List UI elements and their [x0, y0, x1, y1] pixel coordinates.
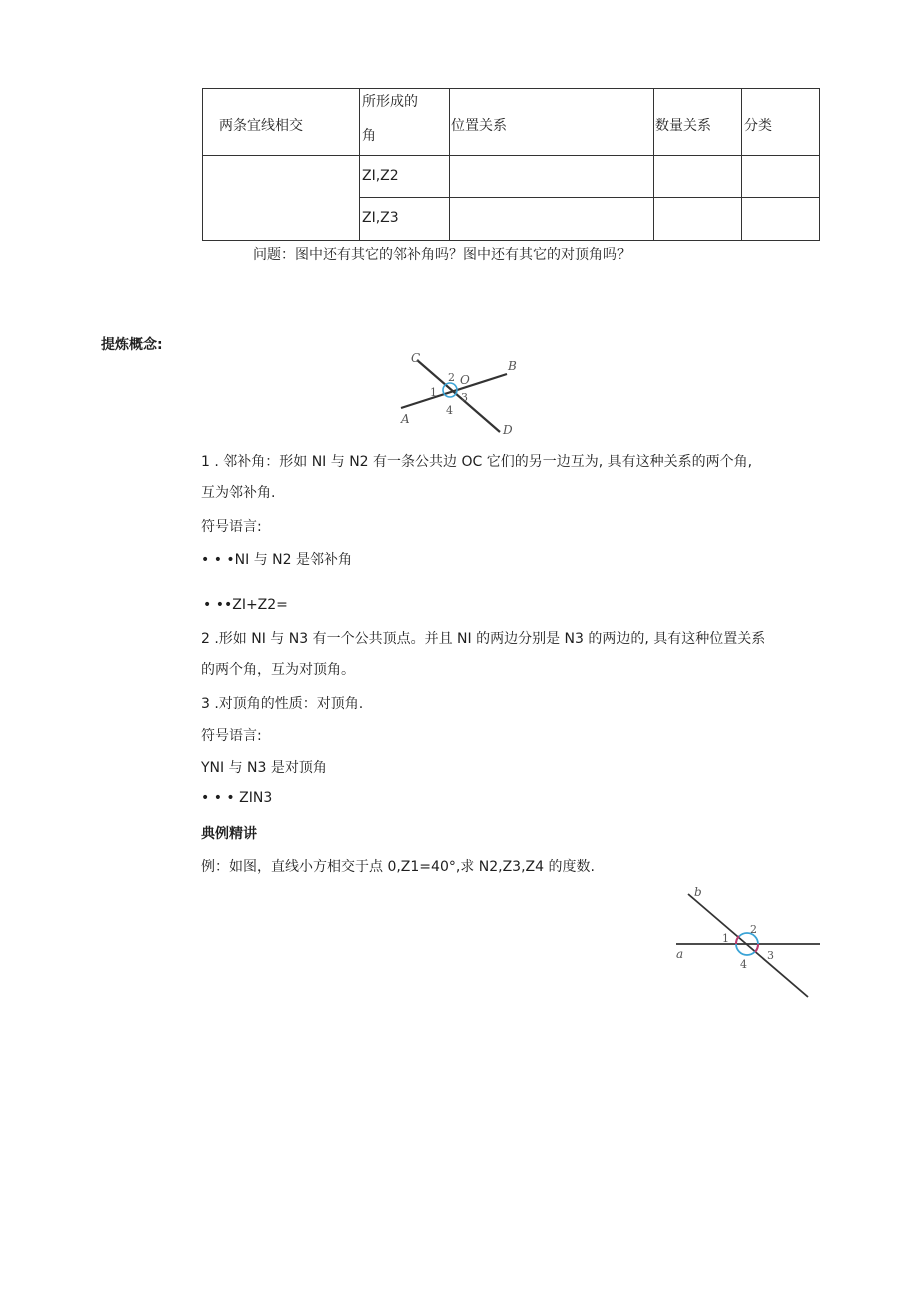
- angle-2-label: 2: [750, 923, 757, 936]
- header-formed-angles-line1: 所形成的: [362, 94, 418, 110]
- header-quantity-relation: 数量关系: [655, 118, 711, 134]
- angle-4-label: 4: [446, 404, 453, 417]
- example-text: 例：如图，直线小方相交于点 0,Z1=40°,求 N2,Z3,Z4 的度数.: [201, 859, 595, 875]
- symbol-2-line-1: YNI 与 N3 是对顶角: [201, 760, 327, 776]
- concept-2-line-1: 2 .形如 NI 与 N3 有一个公共顶点。并且 NI 的两边分别是 N3 的两边的, 具有这种位置关系: [201, 631, 766, 647]
- concept-3: 3 .对顶角的性质：对顶角.: [201, 696, 364, 712]
- header-intersecting-lines: 两条宜线相交: [219, 118, 303, 134]
- table-row-angles: ZI,Z3: [362, 210, 399, 226]
- table-row-angles: ZI,Z2: [362, 168, 399, 184]
- intersecting-lines-figure-2: [672, 882, 822, 1002]
- label-a: a: [676, 947, 684, 961]
- section-title: 提炼概念:: [101, 337, 163, 353]
- symbol-2-line-2: • • • ZIN3: [201, 790, 273, 806]
- angle-1-label: 1: [722, 932, 729, 945]
- header-formed-angles-line2: 角: [362, 128, 376, 144]
- header-category: 分类: [744, 118, 772, 134]
- symbol-1-line-2: • ••ZI+Z2=: [203, 597, 288, 613]
- angle-2-label: 2: [448, 371, 455, 384]
- header-position-relation: 位置关系: [451, 118, 507, 134]
- symbol-language-heading-2: 符号语言:: [201, 728, 262, 744]
- example-title: 典例精讲: [201, 826, 257, 842]
- symbol-1-line-1: • • •NI 与 N2 是邻补角: [201, 552, 353, 568]
- angle-4-label: 4: [740, 958, 747, 971]
- angle-1-label: 1: [430, 386, 437, 399]
- concept-1-line-1: 1 . 邻补角：形如 NI 与 N2 有一条公共边 OC 它们的另一边互为, 具有这种关系的两个角,: [201, 454, 753, 470]
- label-a: A: [401, 412, 410, 426]
- angle-3-label: 3: [461, 391, 468, 404]
- label-b: B: [508, 359, 517, 373]
- label-c: C: [411, 351, 421, 365]
- label-o: O: [460, 373, 470, 387]
- label-d: D: [503, 423, 513, 437]
- angle-3-label: 3: [767, 949, 774, 962]
- symbol-language-heading-1: 符号语言:: [201, 519, 262, 535]
- intersecting-lines-figure-1: [395, 350, 525, 440]
- label-b: b: [694, 885, 702, 899]
- concept-2-line-2: 的两个角，互为对顶角。: [201, 662, 355, 678]
- concept-1-line-2: 互为邻补角.: [201, 485, 276, 501]
- question-text: 问题：图中还有其它的邻补角吗？图中还有其它的对顶角吗？: [253, 247, 631, 263]
